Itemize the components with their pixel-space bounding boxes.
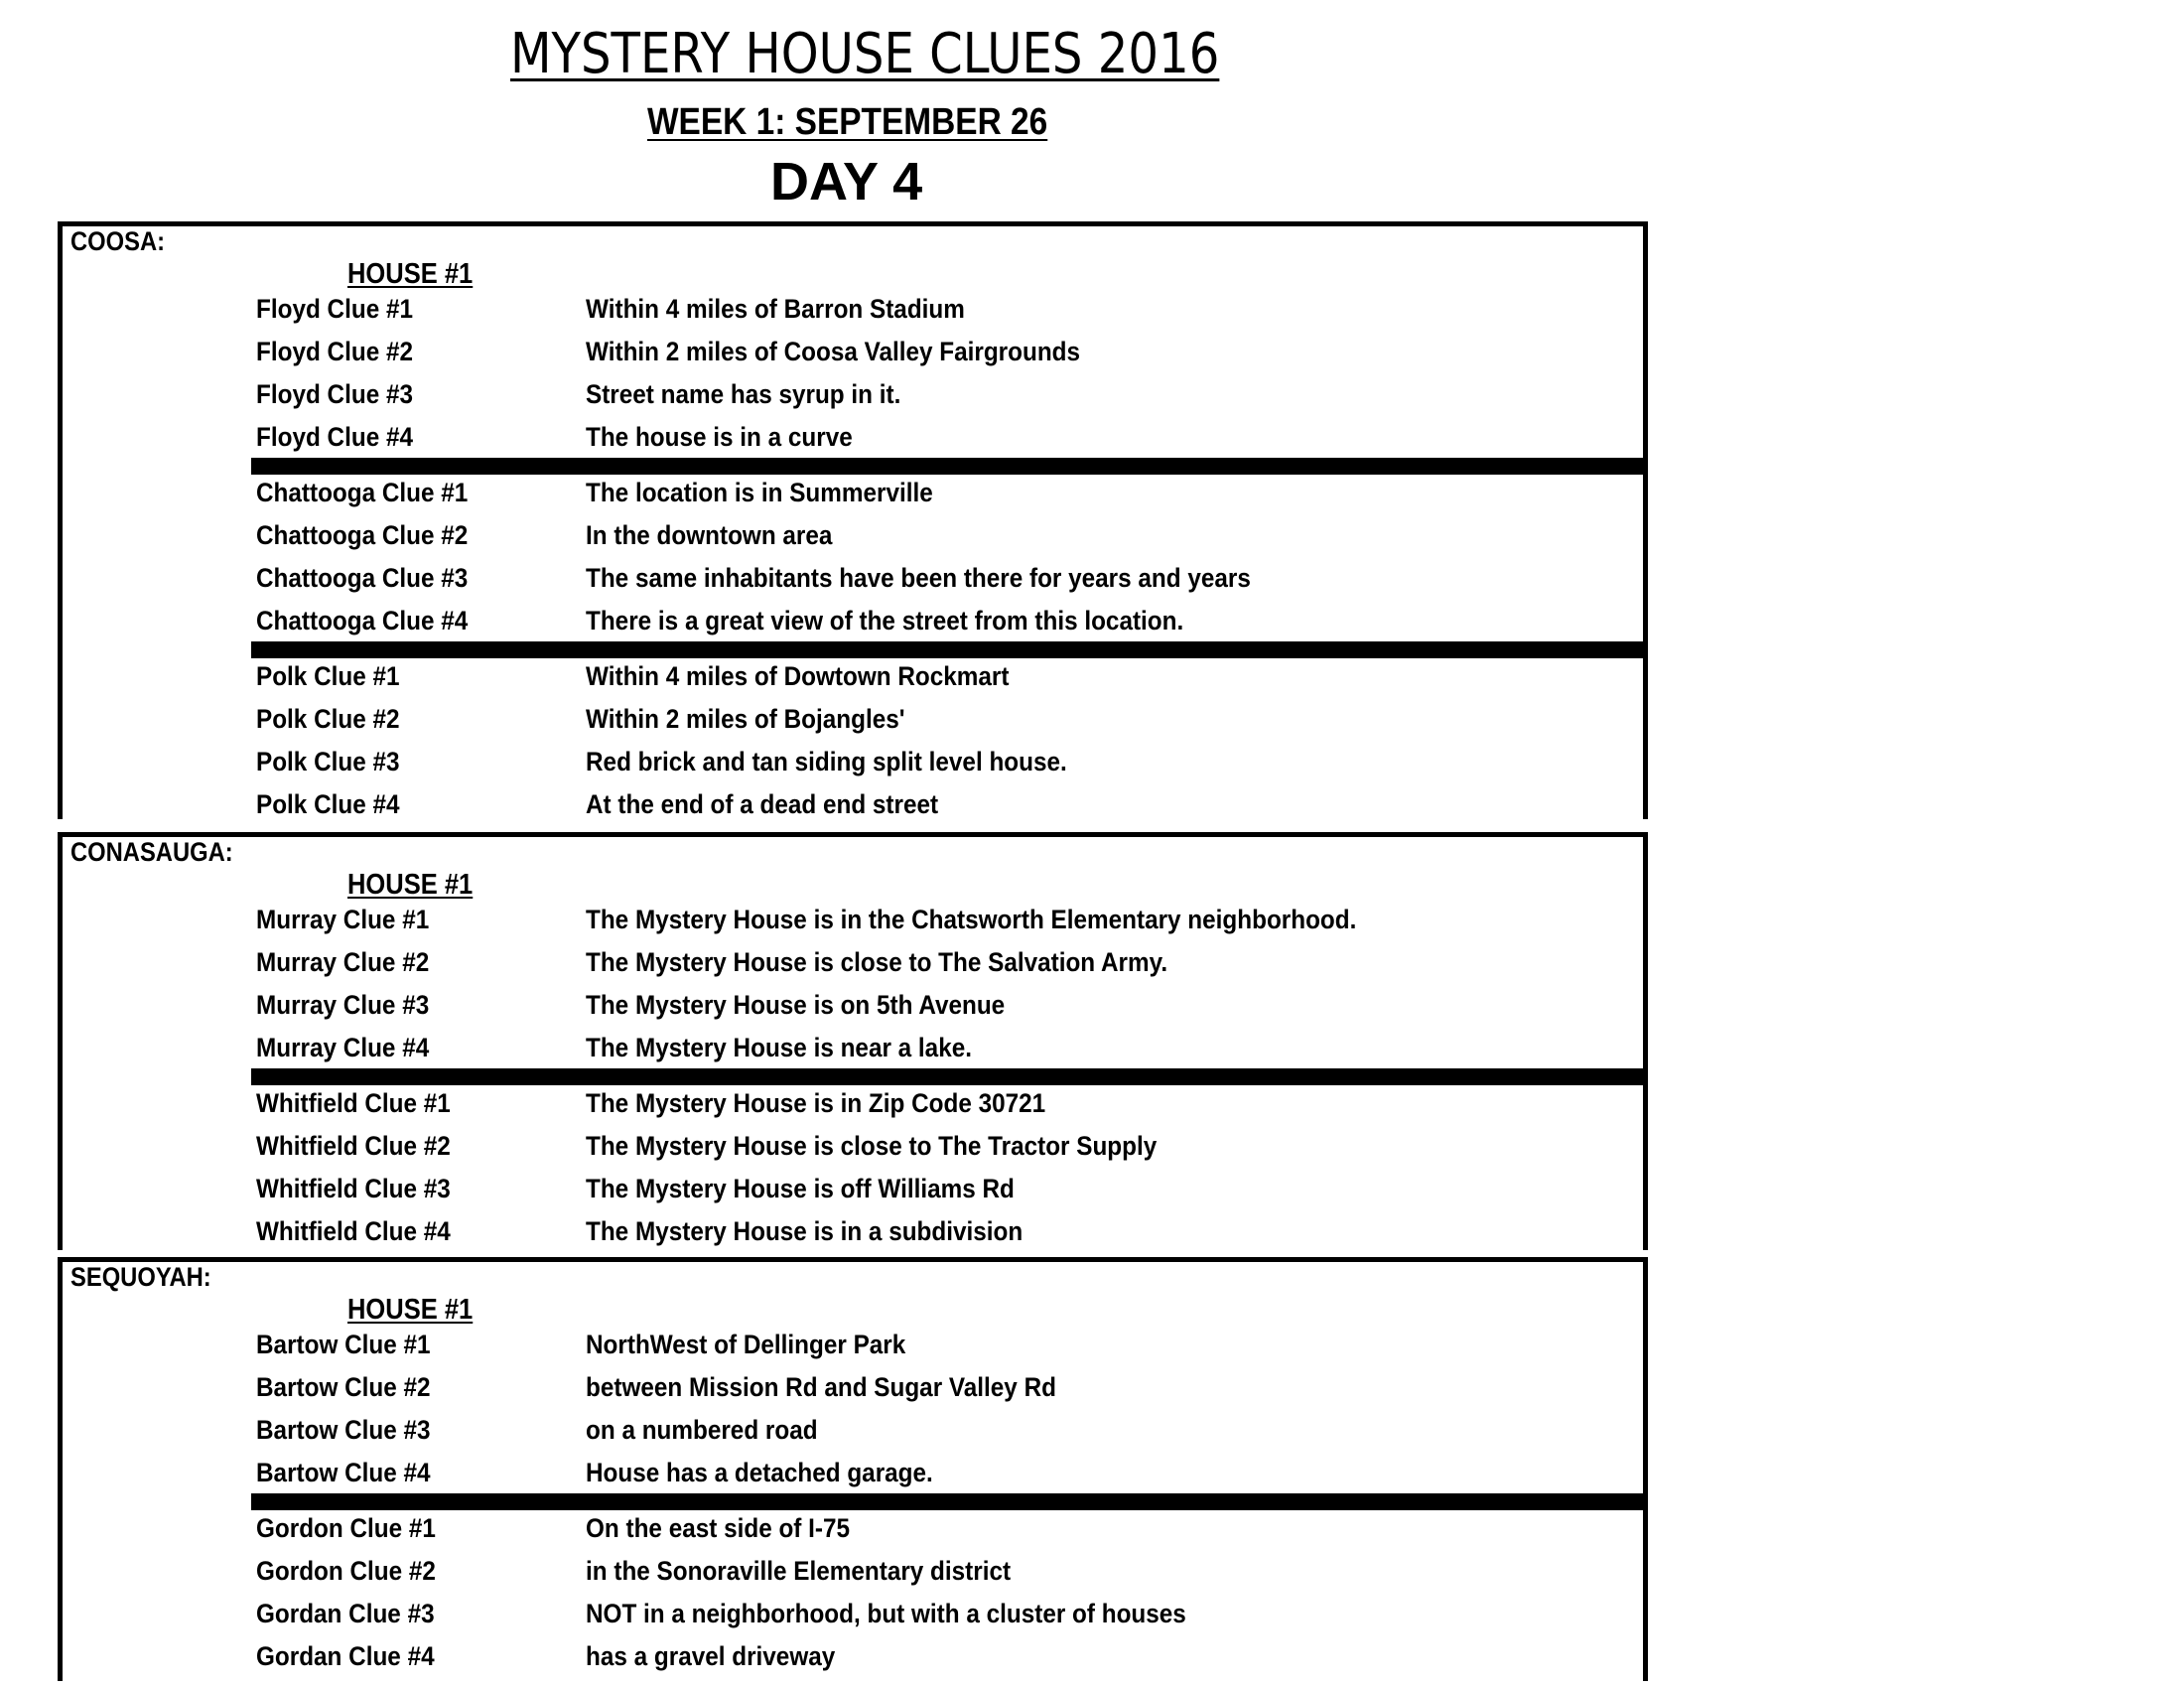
clue-text: The Mystery House is close to The Tractor Supply bbox=[586, 1131, 1158, 1161]
clue-text: Within 4 miles of Dowtown Rockmart bbox=[586, 661, 1010, 691]
clue-name: Polk Clue #4 bbox=[256, 789, 400, 819]
clue-row bbox=[63, 478, 1643, 519]
house-label: HOUSE #1 bbox=[347, 1294, 474, 1326]
section-sequoyah bbox=[58, 1257, 1648, 1681]
clue-name: Chattooga Clue #2 bbox=[256, 520, 469, 550]
clue-row bbox=[63, 379, 1643, 421]
section-coosa bbox=[58, 221, 1648, 819]
clue-name: Murray Clue #3 bbox=[256, 990, 430, 1020]
clue-row bbox=[63, 661, 1643, 703]
house-label: HOUSE #1 bbox=[347, 869, 474, 901]
clue-text: Within 2 miles of Bojangles' bbox=[586, 704, 905, 734]
clue-text: The Mystery House is in the Chatsworth Elementary neighborhood. bbox=[586, 905, 1357, 934]
clue-text: The Mystery House is near a lake. bbox=[586, 1033, 972, 1062]
clue-name: Bartow Clue #1 bbox=[256, 1330, 431, 1359]
region-label: COOSA: bbox=[70, 226, 166, 256]
clue-name: Floyd Clue #2 bbox=[256, 337, 413, 366]
clue-text: The Mystery House is off Williams Rd bbox=[586, 1174, 1015, 1203]
clue-row bbox=[63, 294, 1643, 336]
clue-row bbox=[63, 1641, 1643, 1683]
clue-row bbox=[63, 1556, 1643, 1598]
region-label: SEQUOYAH: bbox=[70, 1262, 211, 1292]
clue-row bbox=[63, 1174, 1643, 1215]
clue-row bbox=[63, 747, 1643, 788]
clue-row bbox=[63, 789, 1643, 831]
clue-text: House has a detached garage. bbox=[586, 1458, 933, 1487]
group-divider bbox=[251, 1068, 1648, 1085]
day-heading: DAY 4 bbox=[770, 152, 923, 211]
clue-row bbox=[63, 1372, 1643, 1414]
clue-row bbox=[63, 1513, 1643, 1555]
clue-name: Floyd Clue #1 bbox=[256, 294, 413, 324]
clue-name: Whitfield Clue #2 bbox=[256, 1131, 451, 1161]
clue-text: The house is in a curve bbox=[586, 422, 853, 452]
clue-text: The Mystery House is close to The Salvation Army. bbox=[586, 947, 1168, 977]
clue-text: on a numbered road bbox=[586, 1415, 818, 1445]
clue-row bbox=[63, 1216, 1643, 1258]
clue-text: There is a great view of the street from this location. bbox=[586, 606, 1184, 635]
page-title: MYSTERY HOUSE CLUES 2016 bbox=[510, 22, 1220, 86]
clue-text: The Mystery House is on 5th Avenue bbox=[586, 990, 1006, 1020]
clue-row bbox=[63, 520, 1643, 562]
clue-text: between Mission Rd and Sugar Valley Rd bbox=[586, 1372, 1056, 1402]
clue-row bbox=[63, 337, 1643, 378]
clue-row bbox=[63, 905, 1643, 946]
clue-row bbox=[63, 563, 1643, 605]
clue-name: Gordan Clue #3 bbox=[256, 1599, 435, 1628]
clue-name: Chattooga Clue #3 bbox=[256, 563, 469, 593]
clue-name: Chattooga Clue #4 bbox=[256, 606, 469, 635]
clue-name: Bartow Clue #2 bbox=[256, 1372, 431, 1402]
week-heading: WEEK 1: SEPTEMBER 26 bbox=[647, 101, 1048, 143]
clue-row bbox=[63, 704, 1643, 746]
clue-text: The same inhabitants have been there for years and years bbox=[586, 563, 1251, 593]
clue-name: Chattooga Clue #1 bbox=[256, 478, 469, 507]
clue-row bbox=[63, 1330, 1643, 1371]
clue-name: Floyd Clue #3 bbox=[256, 379, 413, 409]
clue-name: Bartow Clue #4 bbox=[256, 1458, 431, 1487]
clue-text: Within 2 miles of Coosa Valley Fairgrounds bbox=[586, 337, 1081, 366]
clue-row bbox=[63, 947, 1643, 989]
clue-name: Gordon Clue #2 bbox=[256, 1556, 436, 1586]
clue-name: Murray Clue #4 bbox=[256, 1033, 430, 1062]
group-divider bbox=[251, 458, 1648, 475]
region-label: CONASAUGA: bbox=[70, 837, 233, 867]
clue-text: The Mystery House is in a subdivision bbox=[586, 1216, 1024, 1246]
clue-name: Bartow Clue #3 bbox=[256, 1415, 431, 1445]
clue-row bbox=[63, 1088, 1643, 1130]
clue-row bbox=[63, 1131, 1643, 1173]
clue-text: in the Sonoraville Elementary district bbox=[586, 1556, 1012, 1586]
clue-text: Street name has syrup in it. bbox=[586, 379, 901, 409]
clue-text: has a gravel driveway bbox=[586, 1641, 836, 1671]
clue-name: Murray Clue #2 bbox=[256, 947, 430, 977]
clue-name: Murray Clue #1 bbox=[256, 905, 430, 934]
clue-name: Whitfield Clue #4 bbox=[256, 1216, 451, 1246]
clue-name: Polk Clue #1 bbox=[256, 661, 400, 691]
group-divider bbox=[251, 641, 1648, 658]
clue-name: Gordan Clue #4 bbox=[256, 1641, 435, 1671]
clue-name: Whitfield Clue #3 bbox=[256, 1174, 451, 1203]
clue-text: The location is in Summerville bbox=[586, 478, 933, 507]
clue-text: Within 4 miles of Barron Stadium bbox=[586, 294, 965, 324]
clue-text: At the end of a dead end street bbox=[586, 789, 939, 819]
clue-text: On the east side of I-75 bbox=[586, 1513, 851, 1543]
clue-name: Whitfield Clue #1 bbox=[256, 1088, 451, 1118]
clue-text: Red brick and tan siding split level house. bbox=[586, 747, 1067, 776]
group-divider bbox=[251, 1493, 1648, 1510]
clue-name: Gordon Clue #1 bbox=[256, 1513, 436, 1543]
clue-text: NorthWest of Dellinger Park bbox=[586, 1330, 906, 1359]
clue-text: NOT in a neighborhood, but with a cluster of houses bbox=[586, 1599, 1186, 1628]
house-label: HOUSE #1 bbox=[347, 258, 474, 290]
clue-text: The Mystery House is in Zip Code 30721 bbox=[586, 1088, 1046, 1118]
clue-row bbox=[63, 1415, 1643, 1457]
clue-name: Polk Clue #3 bbox=[256, 747, 400, 776]
clue-row bbox=[63, 1599, 1643, 1640]
section-conasauga bbox=[58, 832, 1648, 1250]
clue-text: In the downtown area bbox=[586, 520, 833, 550]
clue-row bbox=[63, 990, 1643, 1032]
clue-name: Floyd Clue #4 bbox=[256, 422, 413, 452]
clue-name: Polk Clue #2 bbox=[256, 704, 400, 734]
